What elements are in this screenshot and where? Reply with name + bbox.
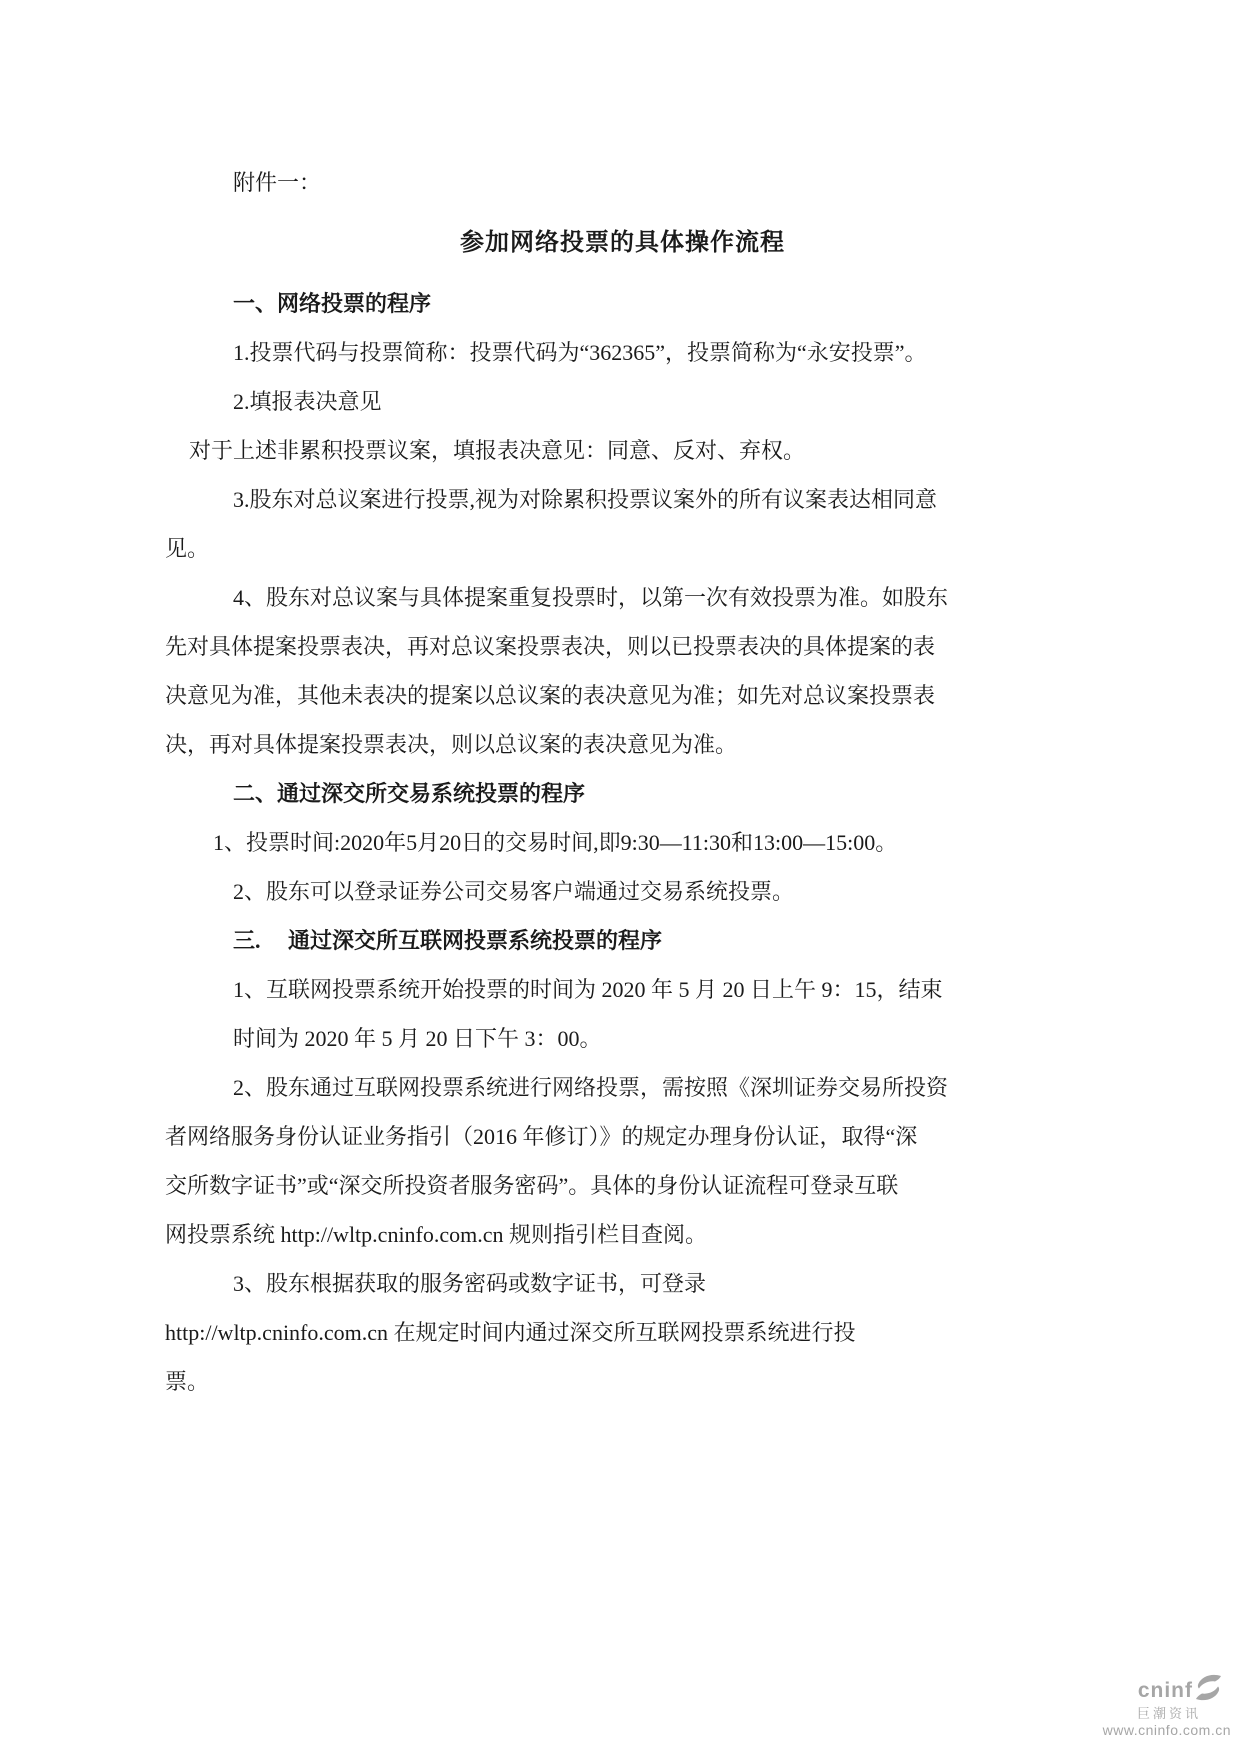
cninfo-logo-text: cninf	[1137, 1678, 1193, 1702]
doc-line: 2、股东通过互联网投票系统进行网络投票，需按照《深圳证券交易所投资	[233, 1075, 949, 1100]
doc-line: 2.填报表决意见	[233, 389, 382, 414]
doc-line: http://wltp.cninfo.com.cn 在规定时间内通过深交所互联网投票系统进行投	[165, 1320, 856, 1345]
cninfo-swirl-icon	[1195, 1674, 1222, 1706]
cninfo-url: www.cninfo.com.cn	[1102, 1722, 1231, 1738]
doc-line: 1、投票时间:2020年5月20日的交易时间,即9:30—11:30和13:00—15:00。	[213, 830, 898, 855]
cninfo-watermark	[1103, 1674, 1231, 1738]
section-2-heading: 二、通过深交所交易系统投票的程序	[233, 781, 586, 806]
doc-line: 交所数字证书”或“深交所投资者服务密码”。具体的身份认证流程可登录互联	[165, 1173, 899, 1198]
doc-line: 1.投票代码与投票简称：投票代码为“362365”，投票简称为“永安投票”。	[233, 340, 927, 365]
doc-line: 票。	[165, 1369, 210, 1394]
cninfo-chinese-name: 巨潮资讯	[1136, 1706, 1201, 1721]
doc-line: 见。	[165, 536, 210, 561]
doc-line: 决，再对具体提案投票表决，则以总议案的表决意见为准。	[165, 732, 738, 757]
doc-line: 1、互联网投票系统开始投票的时间为 2020 年 5 月 20 日上午 9：15，结束	[233, 977, 943, 1002]
doc-line: 者网络服务身份认证业务指引（2016 年修订）》的规定办理身份认证，取得“深	[165, 1124, 918, 1149]
doc-line: 先对具体提案投票表决，再对总议案投票表决，则以已投票表决的具体提案的表	[165, 634, 936, 659]
section-3-heading: 三. 通过深交所互联网投票系统投票的程序	[233, 928, 663, 953]
doc-line: 决意见为准，其他未表决的提案以总议案的表决意见为准；如先对总议案投票表	[165, 683, 936, 708]
doc-line: 3、股东根据获取的服务密码或数字证书，可登录	[233, 1271, 707, 1296]
doc-line: 对于上述非累积投票议案，填报表决意见：同意、反对、弃权。	[189, 438, 806, 463]
doc-line: 时间为 2020 年 5 月 20 日下午 3：00。	[233, 1026, 602, 1051]
doc-line: 网投票系统 http://wltp.cninfo.com.cn 规则指引栏目查阅。	[165, 1222, 708, 1247]
document-page	[165, 158, 1080, 1406]
doc-line: 3.股东对总议案进行投票,视为对除累积投票议案外的所有议案表达相同意	[233, 487, 938, 512]
attachment-label: 附件一：	[233, 170, 322, 195]
doc-line: 4、股东对总议案与具体提案重复投票时，以第一次有效投票为准。如股东	[233, 585, 949, 610]
doc-line: 2、股东可以登录证券公司交易客户端通过交易系统投票。	[233, 879, 795, 904]
section-1-heading: 一、网络投票的程序	[233, 291, 432, 316]
document-title: 参加网络投票的具体操作流程	[460, 230, 785, 256]
